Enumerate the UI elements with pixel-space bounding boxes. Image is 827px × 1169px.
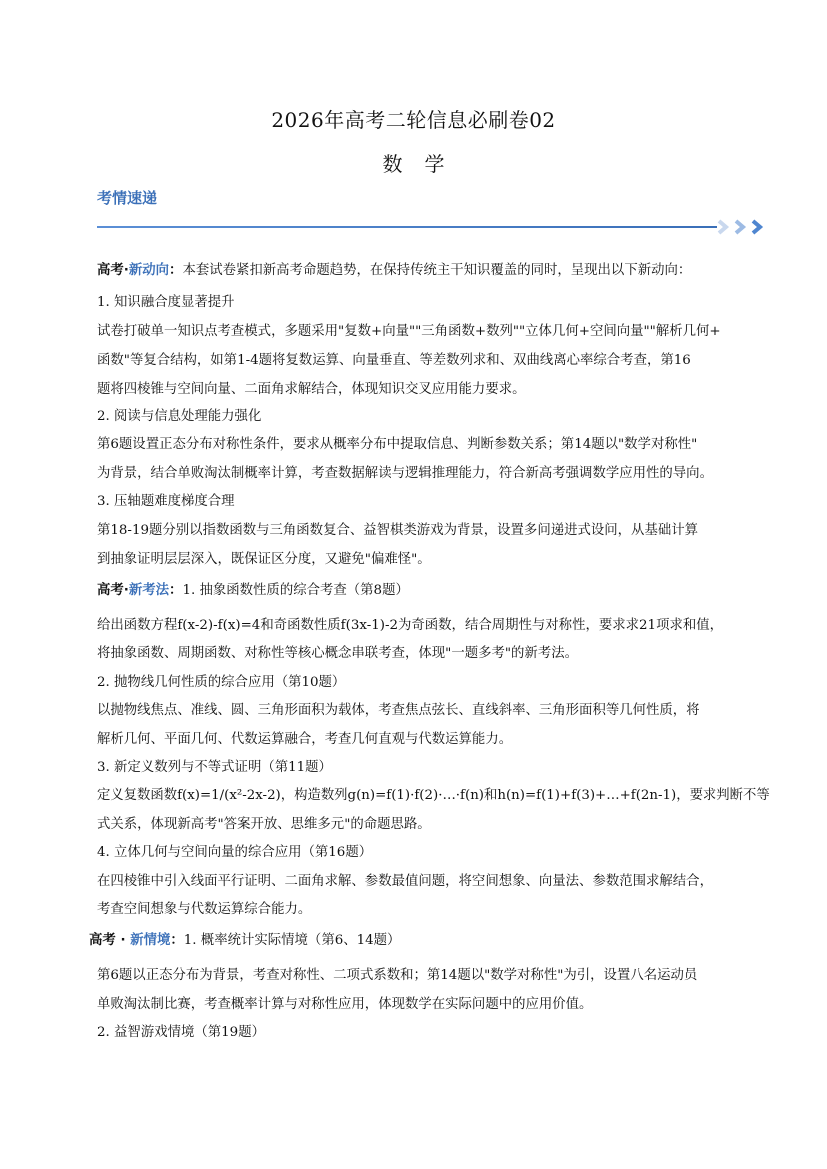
point-heading: 2. 益智游戏情境（第19题） [97,1025,265,1040]
block-label: 高考 · 新情境： [89,933,184,948]
block-intro: 高考·新动向：本套试卷紧扣新高考命题趋势，在保持传统主干知识覆盖的同时，呈现出以下新动向： [97,263,692,278]
paragraph-line: 第6题以正态分布为背景，考查对称性、二项式系数和；第14题以"数学对称性"为引，设置八名运动员 [97,968,698,983]
section-title: 考情速递 [97,189,158,207]
page-subtitle: 数学 [382,152,467,176]
paragraph-line: 第18-19题分别以指数函数与三角函数复合、益智棋类游戏为背景，设置多问递进式设问，从基础计算 [97,523,699,538]
paragraph-line: 到抽象证明层层深入，既保证区分度，又避免"偏难怪"。 [97,552,431,567]
point-heading: 3. 新定义数列与不等式证明（第11题） [97,760,332,775]
paragraph-line: 题将四棱锥与空间向量、二面角求解结合，体现知识交叉应用能力要求。 [97,382,526,397]
paragraph-line: 考查空间想象与代数运算综合能力。 [97,902,312,917]
paragraph-line: 函数"等复合结构，如第1-4题将复数运算、向量垂直、等差数列求和、双曲线离心率综合考查，第16 [97,353,691,368]
point-heading: 2. 阅读与信息处理能力强化 [97,409,262,424]
paragraph-line: 为背景，结合单败淘汰制概率计算，考查数据解读与逻辑推理能力，符合新高考强调数学应用性的导向。 [97,466,713,481]
paragraph-line: 单败淘汰制比赛，考查概率计算与对称性应用，体现数学在实际问题中的应用价值。 [97,997,593,1012]
paragraph-line: 解析几何、平面几何、代数运算融合，考查几何直观与代数运算能力。 [97,732,513,747]
paragraph-line: 式关系，体现新高考"答案开放、思维多元"的命题思路。 [97,817,431,832]
point-heading: 2. 抛物线几何性质的综合应用（第10题） [97,675,346,690]
block-label: 高考·新考法： [97,583,183,598]
point-heading: 4. 立体几何与空间向量的综合应用（第16题） [97,845,373,860]
paragraph-line: 试卷打破单一知识点考查模式，多题采用"复数+向量""三角函数+数列""立体几何+空间向量""解析几何+ [97,324,721,339]
paragraph-line: 在四棱锥中引入线面平行证明、二面角求解、参数最值问题，将空间想象、向量法、参数范围求解结合， [97,874,713,889]
section-divider [97,226,717,228]
block-label: 高考·新动向： [97,263,183,278]
paragraph-line: 将抽象函数、周期函数、对称性等核心概念串联考查，体现"一题多考"的新考法。 [97,646,578,661]
chevron-right-icon [714,218,732,236]
chevron-right-icon [748,218,766,236]
point-heading: 1. 知识融合度显著提升 [97,295,235,310]
paragraph-line: 给出函数方程f(x-2)-f(x)=4和奇函数性质f(3x-1)-2为奇函数，结合周期性与对称性，要求求21项求和值， [97,618,724,633]
page-title: 2026年高考二轮信息必刷卷02 [271,108,556,132]
chevron-right-icon [731,218,749,236]
point-heading: 3. 压轴题难度梯度合理 [97,494,235,509]
paragraph-line: 定义复数函数f(x)=1/(x²-2x-2)，构造数列g(n)=f(1)·f(2)·…·f(n)和h(n)=f(1)+f(3)+…+f(2n-1)，要求判断不等 [97,788,770,803]
block-intro: 高考 · 新情境：1. 概率统计实际情境（第6、14题） [89,933,401,948]
paragraph-line: 以抛物线焦点、准线、圆、三角形面积为载体，考查焦点弦长、直线斜率、三角形面积等几何性质，将 [97,703,700,718]
paragraph-line: 第6题设置正态分布对称性条件，要求从概率分布中提取信息、判断参数关系；第14题以"数学对称性" [97,437,698,452]
block-intro: 高考·新考法：1. 抽象函数性质的综合考查（第8题） [97,583,409,598]
